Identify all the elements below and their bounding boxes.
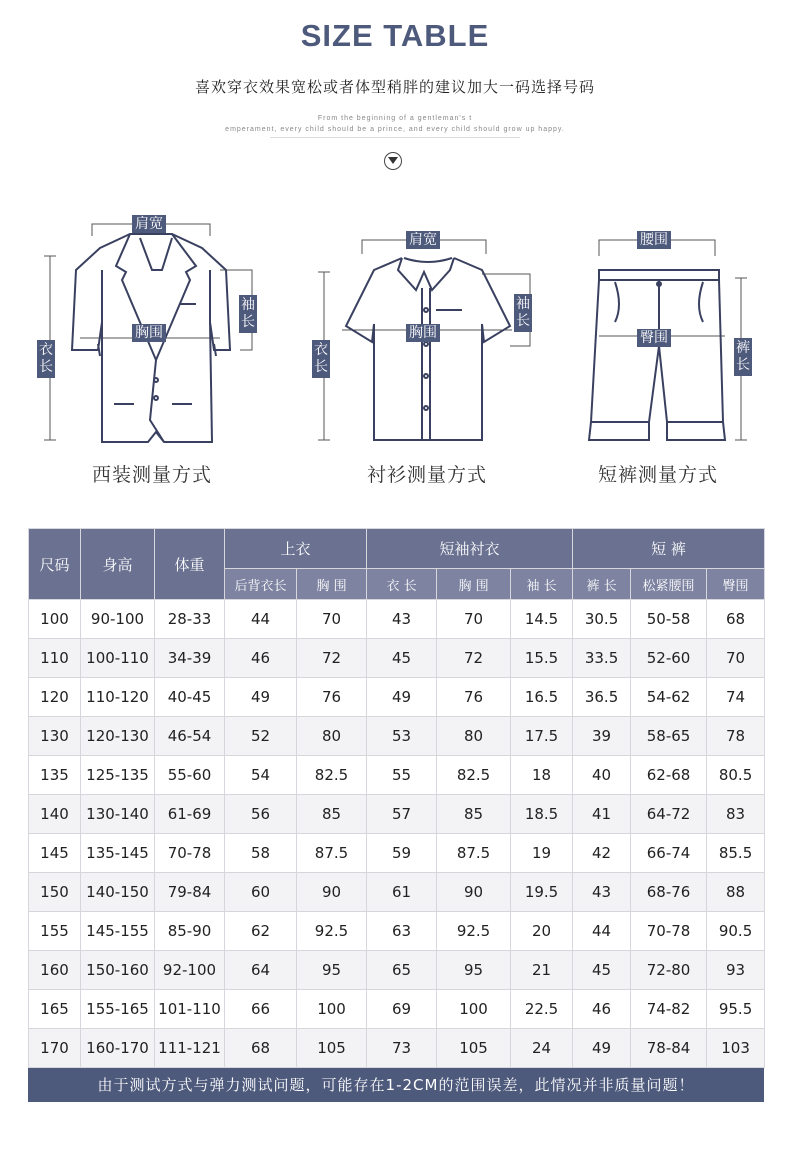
shirt-length-tag: 衣长 [312, 340, 330, 378]
table-cell: 68-76 [631, 873, 707, 912]
table-cell: 54 [225, 756, 297, 795]
table-cell: 160-170 [81, 1029, 155, 1068]
table-cell: 45 [573, 951, 631, 990]
shorts-hip-tag: 臀围 [637, 329, 671, 347]
table-cell: 15.5 [511, 639, 573, 678]
table-cell: 88 [707, 873, 765, 912]
table-cell: 95 [437, 951, 511, 990]
table-cell: 40 [573, 756, 631, 795]
table-cell: 105 [297, 1029, 367, 1068]
size-table [28, 528, 765, 1068]
table-cell: 82.5 [297, 756, 367, 795]
shirt-sleeve-tag: 袖长 [514, 294, 532, 332]
table-cell: 72 [297, 639, 367, 678]
table-cell: 49 [225, 678, 297, 717]
subheader: 裤 长 [573, 569, 631, 600]
table-cell: 90-100 [81, 600, 155, 639]
table-cell: 130 [29, 717, 81, 756]
shorts-illustration [585, 226, 760, 446]
table-cell: 45 [367, 639, 437, 678]
table-cell: 44 [225, 600, 297, 639]
table-cell: 120-130 [81, 717, 155, 756]
subheader: 臀围 [707, 569, 765, 600]
table-cell: 85 [297, 795, 367, 834]
table-cell: 145-155 [81, 912, 155, 951]
table-cell: 130-140 [81, 795, 155, 834]
disclaimer-banner: 由于测试方式与弹力测试问题，可能存在1-2CM的范围误差，此情况并非质量问题！ [28, 1068, 764, 1102]
shirt-shoulder-tag: 肩宽 [406, 231, 440, 249]
table-cell: 55-60 [155, 756, 225, 795]
table-row [29, 795, 765, 834]
table-cell: 74 [707, 678, 765, 717]
table-row [29, 990, 765, 1029]
table-cell: 49 [573, 1029, 631, 1068]
table-body [29, 600, 765, 1068]
table-cell: 70-78 [631, 912, 707, 951]
table-cell: 72 [437, 639, 511, 678]
table-cell: 56 [225, 795, 297, 834]
table-cell: 62 [225, 912, 297, 951]
table-cell: 78-84 [631, 1029, 707, 1068]
subheader: 后背衣长 [225, 569, 297, 600]
table-cell: 69 [367, 990, 437, 1029]
table-cell: 140-150 [81, 873, 155, 912]
table-cell: 76 [437, 678, 511, 717]
table-cell: 85.5 [707, 834, 765, 873]
table-row [29, 639, 765, 678]
table-row [29, 678, 765, 717]
header-weight: 体重 [155, 529, 225, 600]
shorts-length-tag: 裤长 [734, 338, 752, 376]
table-cell: 58 [225, 834, 297, 873]
table-cell: 90.5 [707, 912, 765, 951]
table-cell: 83 [707, 795, 765, 834]
table-cell: 64 [225, 951, 297, 990]
table-cell: 80.5 [707, 756, 765, 795]
table-cell: 100 [29, 600, 81, 639]
table-cell: 140 [29, 795, 81, 834]
table-cell: 95 [297, 951, 367, 990]
table-cell: 111-121 [155, 1029, 225, 1068]
table-cell: 155 [29, 912, 81, 951]
table-cell: 52 [225, 717, 297, 756]
measurement-figures [0, 200, 790, 500]
table-cell: 65 [367, 951, 437, 990]
table-cell: 87.5 [297, 834, 367, 873]
table-cell: 82.5 [437, 756, 511, 795]
table-cell: 43 [573, 873, 631, 912]
table-cell: 36.5 [573, 678, 631, 717]
suit-sleeve-tag: 袖长 [239, 295, 257, 333]
table-cell: 68 [707, 600, 765, 639]
table-cell: 60 [225, 873, 297, 912]
table-cell: 44 [573, 912, 631, 951]
table-cell: 87.5 [437, 834, 511, 873]
table-cell: 90 [437, 873, 511, 912]
header-group-top: 上衣 [225, 529, 367, 569]
table-cell: 125-135 [81, 756, 155, 795]
shorts-waist-tag: 腰围 [637, 231, 671, 249]
table-cell: 17.5 [511, 717, 573, 756]
tagline-line-1: From the beginning of a gentleman's t [317, 115, 473, 122]
table-cell: 150 [29, 873, 81, 912]
subheader: 袖 长 [511, 569, 573, 600]
table-cell: 160 [29, 951, 81, 990]
subheader: 胸 围 [297, 569, 367, 600]
header-size: 尺码 [29, 529, 81, 600]
table-cell: 18 [511, 756, 573, 795]
suit-method-label: 西装测量方式 [91, 464, 212, 486]
table-cell: 55 [367, 756, 437, 795]
table-cell: 57 [367, 795, 437, 834]
table-cell: 50-58 [631, 600, 707, 639]
table-cell: 22.5 [511, 990, 573, 1029]
table-cell: 59 [367, 834, 437, 873]
table-cell: 145 [29, 834, 81, 873]
subheader: 衣 长 [367, 569, 437, 600]
table-cell: 74-82 [631, 990, 707, 1029]
table-row [29, 1029, 765, 1068]
table-cell: 95.5 [707, 990, 765, 1029]
table-cell: 103 [707, 1029, 765, 1068]
table-cell: 53 [367, 717, 437, 756]
table-cell: 93 [707, 951, 765, 990]
table-cell: 100-110 [81, 639, 155, 678]
table-cell: 92-100 [155, 951, 225, 990]
table-cell: 14.5 [511, 600, 573, 639]
table-cell: 54-62 [631, 678, 707, 717]
table-cell: 80 [297, 717, 367, 756]
table-row [29, 912, 765, 951]
table-cell: 61 [367, 873, 437, 912]
table-cell: 92.5 [297, 912, 367, 951]
table-cell: 66-74 [631, 834, 707, 873]
table-cell: 46 [225, 639, 297, 678]
table-cell: 42 [573, 834, 631, 873]
table-cell: 80 [437, 717, 511, 756]
table-cell: 24 [511, 1029, 573, 1068]
table-cell: 100 [297, 990, 367, 1029]
divider [270, 137, 520, 138]
subheader: 胸 围 [437, 569, 511, 600]
table-cell: 64-72 [631, 795, 707, 834]
table-cell: 19.5 [511, 873, 573, 912]
table-cell: 105 [437, 1029, 511, 1068]
shorts-method-label: 短裤测量方式 [597, 464, 718, 486]
shirt-method-label: 衬衫测量方式 [366, 464, 487, 486]
table-cell: 33.5 [573, 639, 631, 678]
table-cell: 68 [225, 1029, 297, 1068]
header-height: 身高 [81, 529, 155, 600]
table-cell: 155-165 [81, 990, 155, 1029]
table-cell: 170 [29, 1029, 81, 1068]
page-title: SIZE TABLE [300, 18, 490, 53]
subheader: 松紧腰围 [631, 569, 707, 600]
suit-chest-tag: 胸围 [132, 324, 166, 342]
table-cell: 120 [29, 678, 81, 717]
table-cell: 85-90 [155, 912, 225, 951]
table-cell: 72-80 [631, 951, 707, 990]
table-cell: 40-45 [155, 678, 225, 717]
table-cell: 49 [367, 678, 437, 717]
table-cell: 85 [437, 795, 511, 834]
table-cell: 41 [573, 795, 631, 834]
table-cell: 66 [225, 990, 297, 1029]
table-cell: 39 [573, 717, 631, 756]
table-cell: 21 [511, 951, 573, 990]
table-cell: 70 [707, 639, 765, 678]
table-row [29, 873, 765, 912]
table-cell: 165 [29, 990, 81, 1029]
shirt-chest-tag: 胸围 [406, 324, 440, 342]
table-cell: 58-65 [631, 717, 707, 756]
table-cell: 70 [297, 600, 367, 639]
table-cell: 61-69 [155, 795, 225, 834]
table-cell: 52-60 [631, 639, 707, 678]
table-row [29, 756, 765, 795]
table-cell: 76 [297, 678, 367, 717]
table-cell: 70 [437, 600, 511, 639]
header-group-shirt: 短袖衬衣 [367, 529, 573, 569]
table-cell: 16.5 [511, 678, 573, 717]
table-cell: 150-160 [81, 951, 155, 990]
suit-shoulder-tag: 肩宽 [132, 215, 166, 233]
suit-length-tag: 衣长 [37, 340, 55, 378]
table-row [29, 951, 765, 990]
table-cell: 20 [511, 912, 573, 951]
table-cell: 101-110 [155, 990, 225, 1029]
table-cell: 46 [573, 990, 631, 1029]
table-cell: 110 [29, 639, 81, 678]
table-cell: 79-84 [155, 873, 225, 912]
tagline-line-2: emperament, every child should be a prince, and every child should grow up happy. [225, 126, 565, 133]
table-cell: 34-39 [155, 639, 225, 678]
table-cell: 28-33 [155, 600, 225, 639]
table-row [29, 600, 765, 639]
table-cell: 70-78 [155, 834, 225, 873]
table-row [29, 834, 765, 873]
table-cell: 135-145 [81, 834, 155, 873]
table-cell: 92.5 [437, 912, 511, 951]
table-row [29, 717, 765, 756]
table-cell: 46-54 [155, 717, 225, 756]
table-cell: 62-68 [631, 756, 707, 795]
scroll-down-icon[interactable] [384, 152, 402, 170]
table-cell: 63 [367, 912, 437, 951]
table-cell: 43 [367, 600, 437, 639]
table-cell: 100 [437, 990, 511, 1029]
table-cell: 78 [707, 717, 765, 756]
table-cell: 110-120 [81, 678, 155, 717]
table-cell: 18.5 [511, 795, 573, 834]
size-advice: 喜欢穿衣效果宽松或者体型稍胖的建议加大一码选择号码 [194, 78, 595, 96]
table-cell: 73 [367, 1029, 437, 1068]
header-group-shorts: 短 裤 [573, 529, 765, 569]
table-cell: 19 [511, 834, 573, 873]
table-cell: 135 [29, 756, 81, 795]
table-cell: 30.5 [573, 600, 631, 639]
table-cell: 90 [297, 873, 367, 912]
